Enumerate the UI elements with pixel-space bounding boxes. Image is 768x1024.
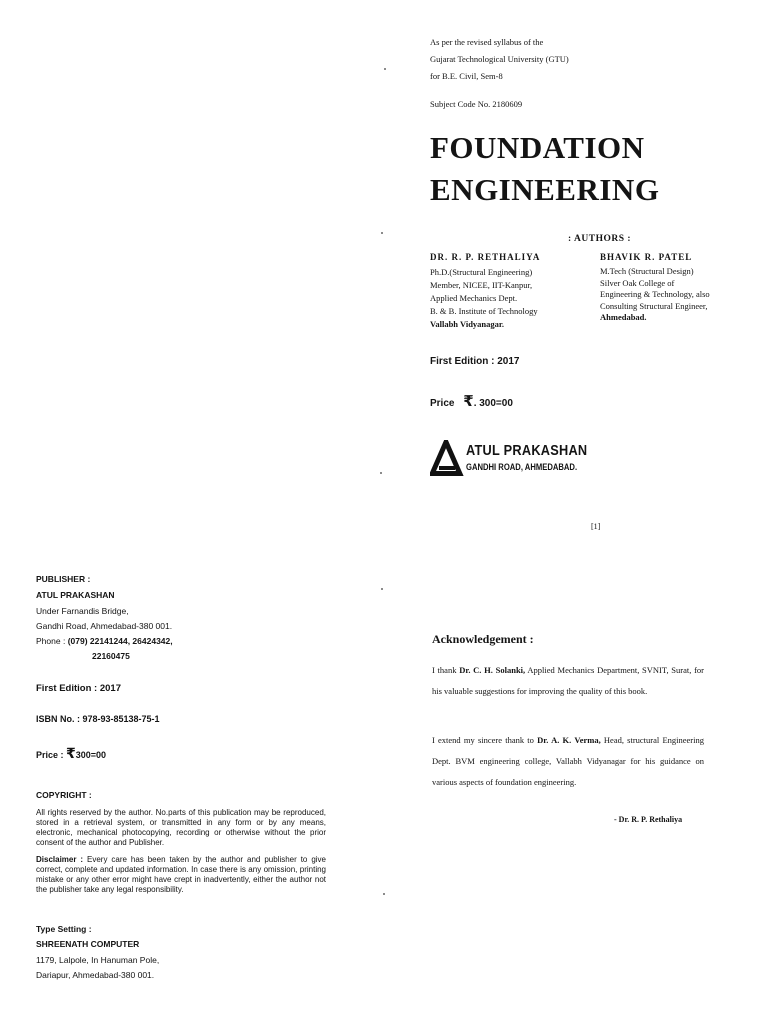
author-name: DR. R. P. RETHALIYA	[430, 252, 541, 262]
authors-heading: : AUTHORS :	[568, 234, 632, 244]
publisher-phone	[36, 636, 173, 646]
credential-line: Member, NICEE, IIT-Kanpur,	[430, 280, 533, 290]
publisher-address-line: Under Farnandis Bridge,	[36, 606, 129, 616]
credential-line: M.Tech (Structural Design)	[600, 266, 694, 276]
ack-text: Head, structural Engineering Dept. BVM engineering college, Vallabh Vidyanagar for his guidance on various aspects of foundation engineering.	[432, 735, 705, 787]
disclaimer	[36, 855, 326, 895]
syllabus-line: for B.E. Civil, Sem-8	[430, 71, 503, 81]
typesetting-name: SHREENATH COMPUTER	[36, 939, 140, 949]
syllabus-line: Gujarat Technological University (GTU)	[430, 54, 569, 64]
disclaimer-text: Every care has been taken by the author and publisher to give correct, complete and updated information. In case there is any omission, printing mistake or any other error might have crept in inadvertently, either the author not the publisher take any legal responsibility.	[36, 855, 326, 894]
author-name: BHAVIK R. PATEL	[600, 252, 693, 262]
credential-line: B. & B. Institute of Technology	[430, 306, 538, 316]
copyright-text: All rights reserved by the author. No.parts of this publication may be reproduced, stored in a retrieval system, or transmitted in any form or by any means, electronic, mechanical photocopying, recording or otherwise without the prior consent of the author and Publisher.	[36, 808, 326, 847]
scan-speck	[381, 588, 383, 590]
ack-person-name: Dr. A. K. Verma,	[537, 735, 601, 745]
scan-speck	[384, 68, 386, 70]
disclaimer-label: Disclaimer :	[36, 855, 84, 864]
copyright-heading: COPYRIGHT :	[36, 790, 92, 800]
ack-text: I extend my sincere thank to	[432, 735, 534, 745]
imprint-edition: First Edition : 2017	[36, 683, 121, 694]
price-value: 300=00	[75, 750, 107, 760]
price-value: . 300=00	[473, 398, 513, 409]
typesetting-address-line: Dariapur, Ahmedabad-380 001.	[36, 970, 155, 980]
scan-speck	[381, 232, 383, 234]
ack-text: Applied Mechanics Department, SVNIT, Surat, for his valuable suggestions for improving the quality of this book.	[432, 665, 705, 696]
acknowledgement-paragraph	[432, 730, 704, 793]
credential-line: Vallabh Vidyanagar.	[430, 319, 505, 329]
credential-line: Ahmedabad.	[600, 312, 647, 322]
book-title-line: ENGINEERING	[430, 172, 660, 207]
typesetting-address-line: 1179, Lalpole, In Hanuman Pole,	[36, 955, 160, 965]
rupee-icon: ₹	[463, 393, 474, 410]
imprint-price	[36, 745, 106, 762]
credential-line: Engineering & Technology, also	[600, 289, 710, 299]
credential-line: Ph.D.(Structural Engineering)	[430, 267, 533, 277]
acknowledgement-signature: - Dr. R. P. Rethaliya	[614, 815, 683, 824]
credential-line: Silver Oak College of	[600, 277, 675, 288]
scan-speck	[380, 472, 382, 474]
publisher-name: ATUL PRAKASHAN	[36, 590, 115, 600]
credential-line: Applied Mechanics Dept.	[430, 293, 518, 303]
acknowledgement-paragraph	[432, 660, 704, 702]
author-credentials	[430, 266, 580, 331]
phone-numbers: (079) 22141244, 26424342,	[67, 636, 173, 646]
ack-person-name: Dr. C. H. Solanki,	[459, 665, 526, 675]
syllabus-note	[430, 34, 569, 85]
acknowledgement-heading: Acknowledgement :	[432, 632, 534, 646]
price-label	[430, 392, 513, 410]
typesetting-heading: Type Setting :	[36, 924, 92, 934]
subject-code: Subject Code No. 2180609	[430, 99, 523, 109]
price-word: Price :	[36, 750, 64, 760]
phone-label: Phone :	[36, 636, 66, 646]
atul-prakashan-logo-icon	[430, 440, 464, 476]
publisher-logo-address: GANDHI ROAD, AHMEDABAD.	[466, 462, 578, 472]
book-title	[430, 127, 659, 211]
author-block-rethaliya	[430, 252, 580, 331]
author-block-patel	[600, 252, 750, 324]
rupee-icon: ₹	[66, 745, 76, 761]
edition-label: First Edition : 2017	[430, 356, 520, 367]
ack-text: I thank	[432, 665, 457, 675]
page-number: [1]	[591, 522, 601, 531]
book-title-line: FOUNDATION	[430, 130, 645, 165]
publisher-address-line: Gandhi Road, Ahmedabad-380 001.	[36, 621, 173, 631]
author-credentials	[600, 266, 750, 324]
price-word: Price	[430, 398, 455, 409]
isbn: ISBN No. : 978-93-85138-75-1	[36, 714, 160, 724]
publisher-logo-name: ATUL PRAKASHAN	[466, 442, 588, 459]
scan-speck	[383, 893, 385, 895]
syllabus-line: As per the revised syllabus of the	[430, 37, 544, 47]
publisher-heading: PUBLISHER :	[36, 574, 91, 584]
phone-numbers-continued: 22160475	[92, 651, 130, 661]
credential-line: Consulting Structural Engineer,	[600, 300, 708, 311]
